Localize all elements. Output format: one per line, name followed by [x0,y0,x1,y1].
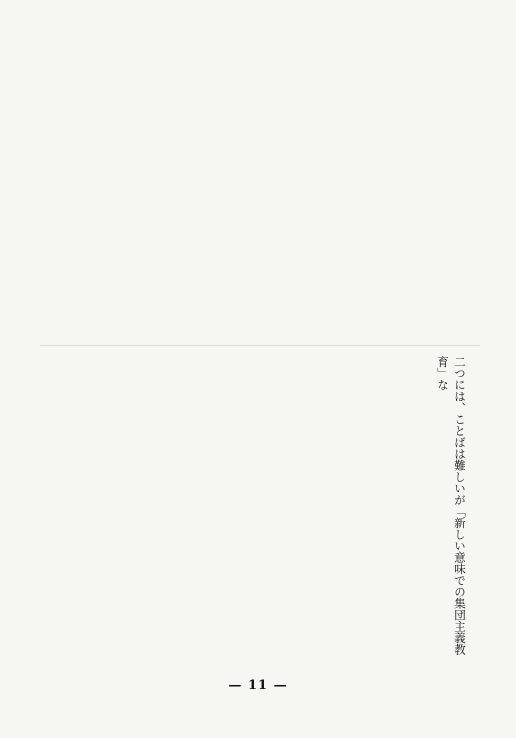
section-divider [40,345,480,346]
page-number: — 11 — [228,678,288,693]
bottom-text-block: 二つには、ことばは難しいが「新しい意味での集団主義教育」な [436,356,467,655]
top-text-block [52,38,468,338]
